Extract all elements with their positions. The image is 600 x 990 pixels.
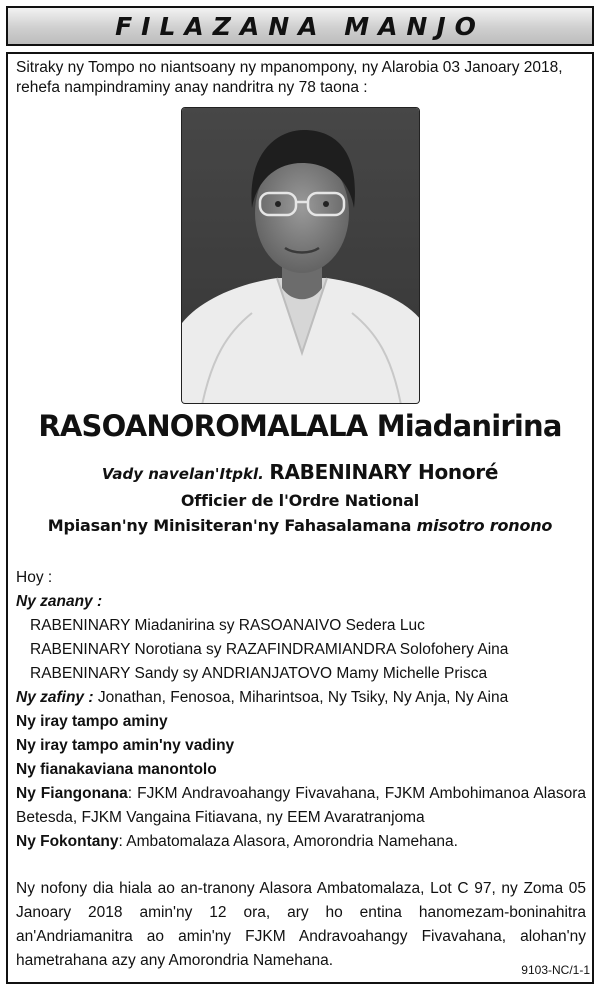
fokontany-line xyxy=(16,830,586,854)
hoy-label: Hoy : xyxy=(16,569,53,586)
closing-paragraph: Ny nofony dia hiala ao an-tranony Alasora Ambatomalaza, Lot C 97, ny Zoma 05 Janoary 2018 amin'ny 12 ora, ary ho entina hanomezam-boninahitra an'Andriamanitra ao amin'ny FJKM Andravoahangy Fivavahana, alohan'ny hametrahana azy any Amorondria Namehana. xyxy=(16,880,586,969)
role-status: misotro ronono xyxy=(416,516,553,535)
reference-code: 9103-NC/1-1 xyxy=(521,963,590,977)
distinction-line: Officier de l'Ordre National xyxy=(180,491,420,510)
churches-label: Ny Fiangonana xyxy=(16,785,128,802)
family-line-3: Ny fianakaviana manontolo xyxy=(16,761,217,778)
portrait-image xyxy=(182,108,420,404)
header-banner xyxy=(6,6,594,46)
role-line xyxy=(0,516,600,535)
intro-text: Sitraky ny Tompo no niantsoany ny mpanompony, ny Alarobia 03 Janoary 2018, rehefa nampindraminy anay nandritra ny 78 taona : xyxy=(16,59,563,96)
fokontany-names: : Ambatomalaza Alasora, Amorondria Namehana. xyxy=(118,833,458,850)
grandchildren-label: Ny zafiny : xyxy=(16,689,94,706)
family-line-1: Ny iray tampo aminy xyxy=(16,713,168,730)
child-item-3: RABENINARY Sandy sy ANDRIANJATOVO Mamy Michelle Prisca xyxy=(30,665,488,682)
deceased-name: RASOANOROMALALA Miadanirina xyxy=(38,409,562,443)
children-label: Ny zanany : xyxy=(16,593,103,610)
spouse-line xyxy=(0,460,600,484)
fokontany-label: Ny Fokontany xyxy=(16,833,119,850)
header-title: FILAZANA MANJO xyxy=(115,11,485,41)
child-item-1: RABENINARY Miadanirina sy RASOANAIVO Sedera Luc xyxy=(30,617,425,634)
spouse-prefix: Vady navelan'Itpkl. xyxy=(101,465,264,483)
family-line-2: Ny iray tampo amin'ny vadiny xyxy=(16,737,235,754)
child-item-2: RABENINARY Norotiana sy RAZAFINDRAMIANDRA Solofohery Aina xyxy=(30,641,509,658)
churches-names: : FJKM Andravoahangy Fivavahana, FJKM Ambohimanoa Alasora Betesda, FJKM Vangaina Fitiavana, ny EEM Avaratranjoma xyxy=(16,785,586,826)
grandchildren-names: Jonathan, Fenosoa, Miharintsoa, Ny Tsiky, Ny Anja, Ny Aina xyxy=(97,689,509,706)
portrait-photo xyxy=(181,107,420,404)
spouse-name: RABENINARY Honoré xyxy=(269,460,499,484)
role-text: Mpiasan'ny Minisiteran'ny Fahasalamana xyxy=(47,516,412,535)
grandchildren-line xyxy=(16,686,586,710)
family-list xyxy=(16,566,586,854)
churches-line xyxy=(16,782,586,830)
